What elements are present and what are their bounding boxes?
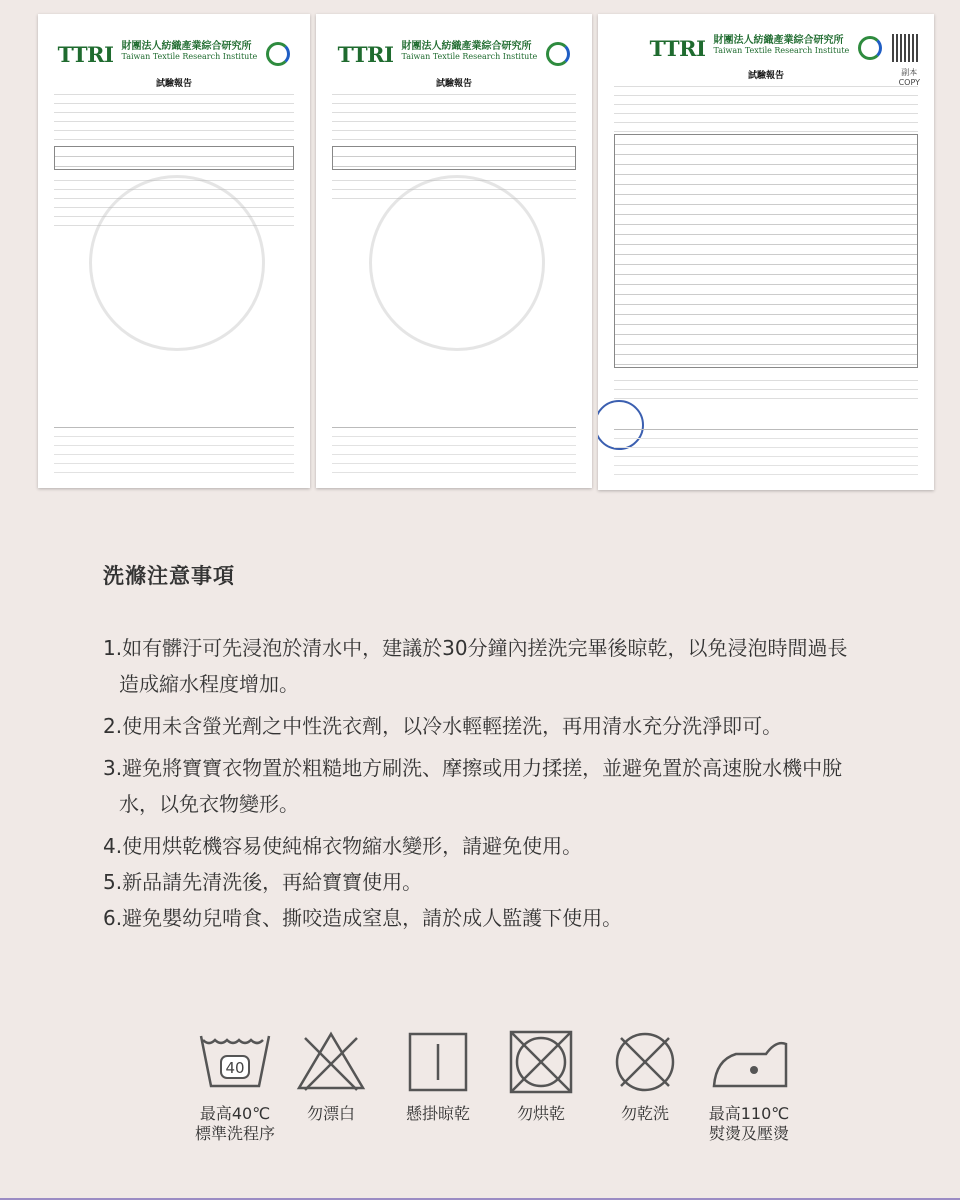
- report-meta: [54, 88, 294, 142]
- ttri-swirl-icon: [546, 42, 570, 66]
- symbol-iron-110: [694, 1030, 804, 1144]
- symbol-line-dry: [383, 1030, 493, 1124]
- org-name-zh: 財團法人紡織產業綜合研究所: [713, 35, 844, 46]
- org-name-zh: 財團法人紡織產業綜合研究所: [121, 41, 252, 52]
- laundry-symbols-row: [0, 1030, 960, 1150]
- report-meta: [332, 88, 576, 142]
- symbol-label: 勿烘乾: [516, 1104, 565, 1123]
- care-instructions-list: [103, 630, 863, 936]
- line-dry-icon: [398, 1030, 478, 1094]
- report-footer: [332, 427, 576, 474]
- report-footer: [54, 427, 294, 474]
- certification-watermark-icon: [369, 175, 545, 351]
- report-footer: [614, 429, 918, 476]
- list-item: 2.使用未含螢光劑之中性洗衣劑，以冷水輕輕搓洗，再用清水充分洗淨即可。: [103, 714, 783, 738]
- svg-text:40: 40: [225, 1059, 245, 1077]
- org-name-zh: 財團法人紡織產業綜合研究所: [401, 41, 532, 52]
- ttri-logo: TTRI: [649, 36, 706, 61]
- iron-110-icon: [706, 1030, 792, 1094]
- wash-40-icon: [195, 1030, 275, 1094]
- ttri-logo: TTRI: [337, 42, 394, 67]
- test-reports-area: [0, 0, 960, 520]
- symbol-no-bleach: [276, 1030, 386, 1124]
- symbol-label-sub: 標準洗程序: [194, 1124, 275, 1143]
- no-dry-clean-icon: [605, 1030, 685, 1094]
- symbol-label: 懸掛晾乾: [405, 1104, 470, 1123]
- report-table: [332, 146, 576, 170]
- symbol-no-tumble-dry: [486, 1030, 596, 1124]
- symbol-label: 勿乾洗: [620, 1104, 669, 1123]
- report-header: [316, 42, 592, 67]
- symbol-label-sub: 熨燙及壓燙: [708, 1124, 789, 1143]
- symbol-wash-40: [180, 1030, 290, 1144]
- report-table: [54, 146, 294, 170]
- care-section-title: 洗滌注意事項: [103, 564, 235, 588]
- test-report-document-1: [38, 14, 310, 488]
- report-header: [38, 42, 310, 67]
- org-name-en: Taiwan Textile Research Institute: [401, 52, 538, 61]
- ttri-swirl-icon: [266, 42, 290, 66]
- report-header: [598, 36, 934, 61]
- qr-code-icon: [892, 34, 920, 62]
- org-name-en: Taiwan Textile Research Institute: [121, 52, 258, 61]
- report-title: 試驗報告: [435, 79, 472, 89]
- list-item: 1.如有髒汙可先浸泡於清水中，建議於30分鐘內搓洗完畢後晾乾，以免浸泡時間過長造成縮水程度增加。: [103, 636, 848, 696]
- symbol-label: 最高110℃: [708, 1104, 790, 1123]
- symbol-no-dry-clean: [590, 1030, 700, 1124]
- report-meta: [614, 80, 918, 134]
- ttri-swirl-icon: [858, 36, 882, 60]
- report-title: 試驗報告: [747, 71, 784, 81]
- ttri-logo: TTRI: [57, 42, 114, 67]
- no-tumble-dry-icon: [501, 1030, 581, 1094]
- symbol-label: 勿漂白: [306, 1104, 355, 1123]
- report-table: [614, 134, 918, 368]
- test-report-document-3: [598, 14, 934, 490]
- copy-label: 副本 COPY: [898, 68, 920, 87]
- list-item: 3.避免將寶寶衣物置於粗糙地方刷洗、摩擦或用力揉搓，並避免置於高速脫水機中脫水，以免衣物變形。: [103, 756, 843, 816]
- symbol-label: 最高40℃: [199, 1104, 271, 1123]
- list-item: 5.新品請先清洗後，再給寶寶使用。: [103, 870, 423, 894]
- no-bleach-icon: [291, 1030, 371, 1094]
- certification-watermark-icon: [89, 175, 265, 351]
- test-report-document-2: [316, 14, 592, 488]
- report-title: 試驗報告: [155, 79, 192, 89]
- org-name-en: Taiwan Textile Research Institute: [713, 46, 850, 55]
- list-item: 6.避免嬰幼兒啃食、撕咬造成窒息，請於成人監護下使用。: [103, 906, 623, 930]
- list-item: 4.使用烘乾機容易使純棉衣物縮水變形，請避免使用。: [103, 834, 583, 858]
